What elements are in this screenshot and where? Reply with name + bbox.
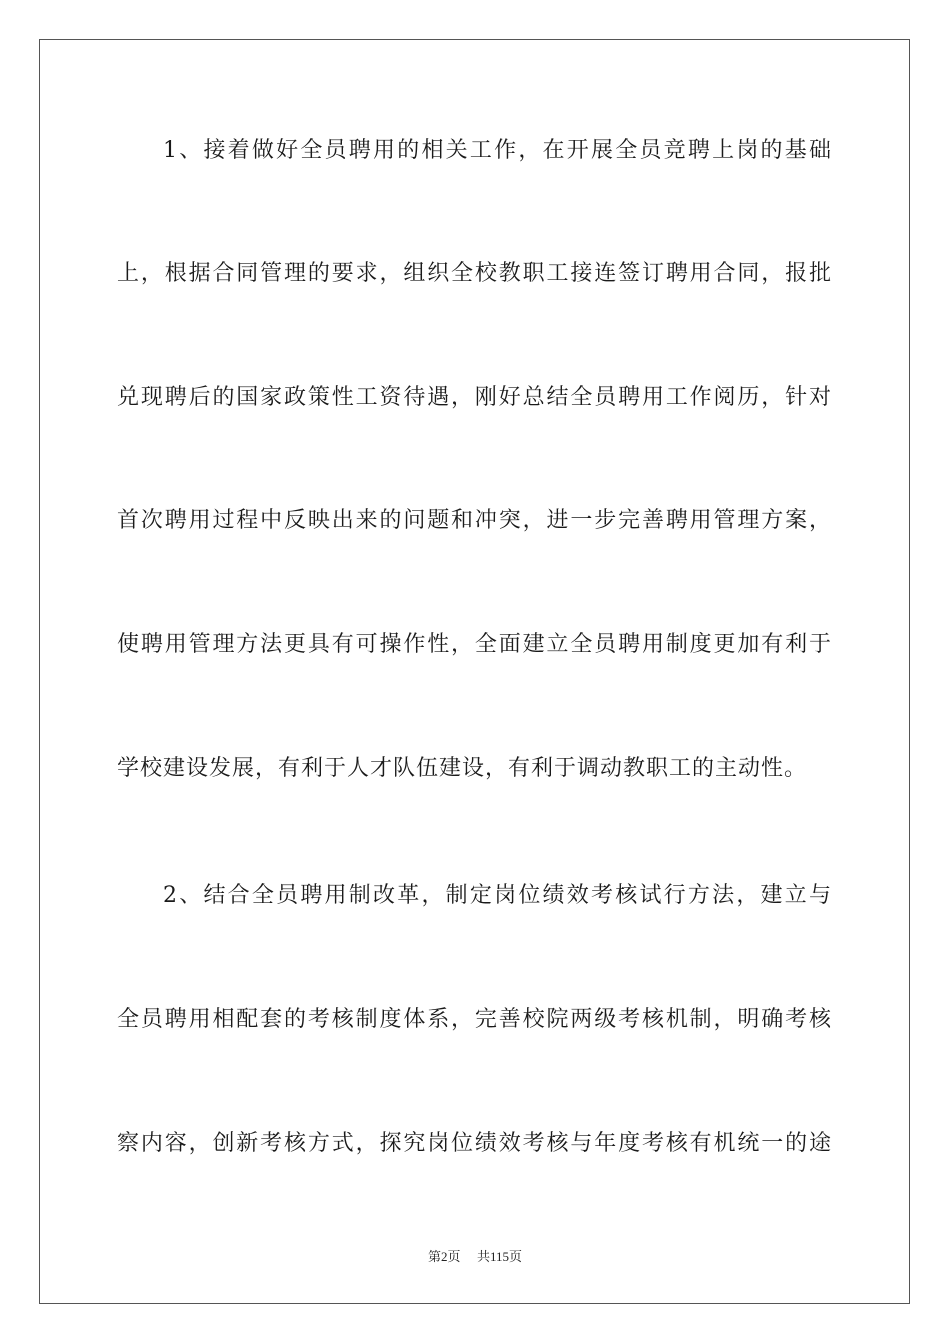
paragraph-1-line-1: 1、接着做好全员聘用的相关工作，在开展全员竞聘上岗的基础 bbox=[163, 138, 832, 163]
paragraph-1-line-6: 学校建设发展，有利于人才队伍建设，有利于调动教职工的主动性。 bbox=[117, 756, 808, 781]
paragraph-2-line-1: 2、结合全员聘用制改革，制定岗位绩效考核试行方法，建立与 bbox=[163, 883, 832, 908]
page-footer bbox=[0, 1248, 950, 1267]
paragraph-2-line-3: 察内容，创新考核方式，探究岗位绩效考核与年度考核有机统一的途 bbox=[117, 1131, 832, 1156]
paragraph-1-line-5: 使聘用管理方法更具有可操作性，全面建立全员聘用制度更加有利于 bbox=[117, 632, 832, 657]
paragraph-1-line-3: 兑现聘后的国家政策性工资待遇，刚好总结全员聘用工作阅历，针对 bbox=[117, 385, 832, 410]
total-label-prefix: 共 bbox=[477, 1250, 491, 1265]
page-border bbox=[39, 39, 910, 1304]
paragraph-1-line-2: 上，根据合同管理的要求，组织全校教职工接连签订聘用合同，报批 bbox=[117, 261, 832, 286]
page-number: 2 bbox=[440, 1249, 448, 1264]
total-pages: 115 bbox=[490, 1249, 510, 1264]
paragraph-1-line-4: 首次聘用过程中反映出来的问题和冲突，进一步完善聘用管理方案， bbox=[117, 508, 832, 533]
page-label-prefix: 第 bbox=[427, 1250, 441, 1265]
page-label-suffix: 页 bbox=[447, 1250, 461, 1265]
total-label-suffix: 页 bbox=[509, 1250, 523, 1265]
paragraph-2-line-2: 全员聘用相配套的考核制度体系，完善校院两级考核机制，明确考核 bbox=[117, 1007, 832, 1032]
